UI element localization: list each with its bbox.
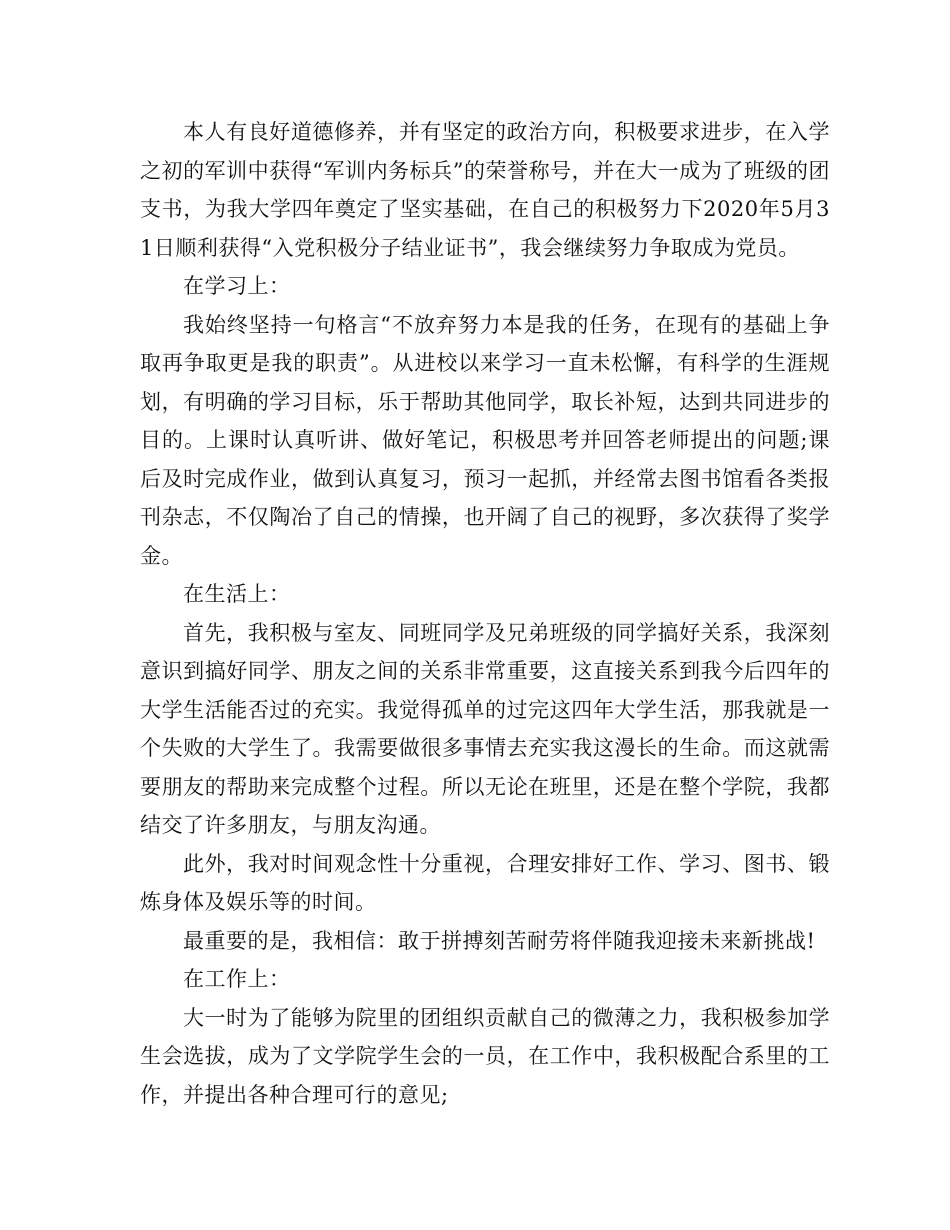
heading-work: 在工作上：: [183, 967, 291, 991]
paragraph-study: 我始终坚持一句格言“不放弃努力本是我的任务，在现有的基础上争取再争取更是我的职责”。从进校以来学习一直未松懈，有科学的生涯规划，有明确的学习目标，乐于帮助其他同学，取长补短，达到共同进步的目的。上课时认真听讲、做好笔记，积极思考并回答老师提出的问题;课后及时完成作业，做到认真复习，预习一起抓，并经常去图书馆看各类报刊杂志，不仅陶冶了自己的情操，也开阔了自己的视野，多次获得了奖学金。: [140, 312, 830, 568]
paragraph-life-time: 此外，我对时间观念性十分重视，合理安排好工作、学习、图书、锻炼身体及娱乐等的时间。: [140, 851, 830, 914]
heading-life: 在生活上：: [183, 582, 291, 606]
document-body: [140, 113, 830, 1114]
paragraph-work: 大一时为了能够为院里的团组织贡献自己的微薄之力，我积极参加学生会选拔，成为了文学院学生会的一员，在工作中，我积极配合系里的工作，并提出各种合理可行的意见;: [140, 1005, 830, 1107]
paragraph-political-standing: 本人有良好道德修养，并有坚定的政治方向，积极要求进步，在入学之初的军训中获得“军训内务标兵”的荣誉称号，并在大一成为了班级的团支书，为我大学四年奠定了坚实基础，在自己的积极努力下2020年5月31日顺利获得“入党积极分子结业证书”，我会继续努力争取成为党员。: [140, 120, 830, 260]
paragraph-life-belief: 最重要的是，我相信：敢于拼搏刻苦耐劳将伴随我迎接未来新挑战!: [183, 928, 816, 953]
heading-study: 在学习上：: [183, 274, 291, 298]
paragraph-life-friends: 首先，我积极与室友、同班同学及兄弟班级的同学搞好关系，我深刻意识到搞好同学、朋友之间的关系非常重要，这直接关系到我今后四年的大学生活能否过的充实。我觉得孤单的过完这四年大学生活，那我就是一个失败的大学生了。我需要做很多事情去充实我这漫长的生命。而这就需要朋友的帮助来完成整个过程。所以无论在班里，还是在整个学院，我都结交了许多朋友，与朋友沟通。: [140, 620, 830, 837]
